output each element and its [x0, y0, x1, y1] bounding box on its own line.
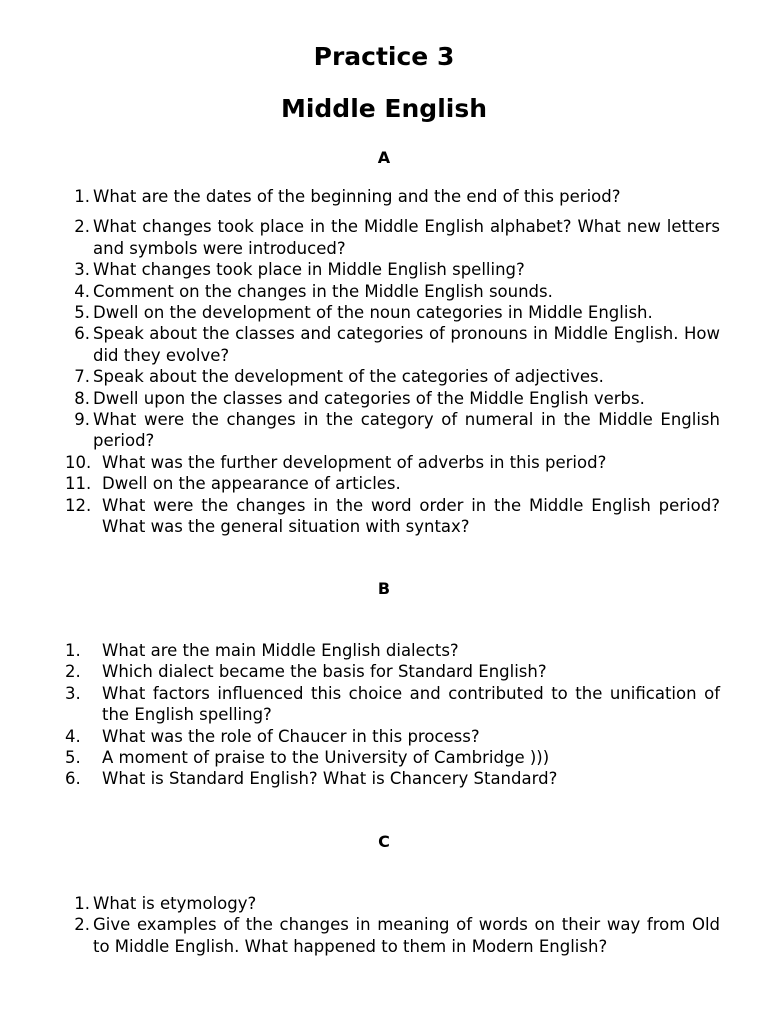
item-text: Speak about the classes and categories of pronouns in Middle English. How did they evolve?	[93, 324, 720, 365]
item-text: Comment on the changes in the Middle English sounds.	[93, 281, 553, 301]
item-text: What changes took place in the Middle English alphabet? What new letters and symbols were introduced?	[93, 217, 720, 258]
question-list-c	[64, 893, 720, 957]
item-number: 2.	[65, 662, 81, 682]
list-item	[64, 281, 720, 302]
item-number: 12.	[65, 495, 92, 515]
item-text: What were the changes in the category of numeral in the Middle English period?	[93, 410, 720, 451]
page-subtitle: Middle English	[280, 94, 488, 123]
item-text: What changes took place in Middle English spelling?	[93, 260, 525, 280]
item-text: What are the main Middle English dialects?	[102, 641, 459, 660]
item-text: Which dialect became the basis for Standard English?	[102, 662, 547, 682]
item-text: Dwell on the development of the noun categories in Middle English.	[93, 303, 653, 323]
item-number: 4.	[74, 281, 90, 301]
question-list-b	[64, 640, 720, 790]
item-number: 3.	[65, 683, 81, 703]
list-item	[64, 186, 720, 207]
item-text: What factors influenced this choice and contributed to the unification of the English spelling?	[102, 683, 720, 725]
item-number: 2.	[74, 915, 90, 935]
item-text: A moment of praise to the University of Cambridge )))	[102, 748, 550, 768]
item-number: 9.	[74, 410, 90, 430]
list-item	[64, 473, 720, 494]
list-item	[64, 216, 720, 259]
item-number: 4.	[65, 726, 81, 746]
list-item	[64, 323, 720, 366]
item-number: 6.	[65, 769, 81, 789]
list-item	[64, 495, 720, 538]
item-text: Dwell upon the classes and categories of the Middle English verbs.	[93, 388, 645, 408]
list-item	[64, 747, 720, 768]
item-number: 5.	[65, 748, 81, 768]
item-number: 3.	[74, 260, 90, 280]
list-item	[64, 914, 720, 957]
list-item	[64, 768, 720, 789]
item-number: 8.	[74, 388, 90, 408]
list-item	[64, 366, 720, 387]
item-number: 2.	[74, 217, 90, 237]
section-heading-b: B	[377, 579, 391, 598]
item-text: Give examples of the changes in meaning of words on their way from Old to Middle English. What happened to them in Modern English?	[93, 915, 720, 956]
page-title: Practice 3	[313, 42, 455, 71]
item-text: What was the further development of adverbs in this period?	[102, 452, 607, 472]
item-number: 7.	[74, 367, 90, 387]
item-number: 5.	[74, 303, 90, 323]
list-item	[64, 302, 720, 323]
item-number: 1.	[74, 187, 90, 206]
list-item	[64, 683, 720, 726]
item-text: Dwell on the appearance of articles.	[102, 474, 401, 494]
section-heading-a: A	[377, 148, 391, 167]
list-item	[64, 640, 720, 661]
item-text: What were the changes in the word order in the Middle English period? What was the general situation with syntax?	[102, 495, 720, 537]
list-item	[64, 388, 720, 409]
list-item	[64, 259, 720, 280]
item-number: 10.	[65, 452, 92, 472]
list-item	[64, 661, 720, 682]
item-text: What is etymology?	[93, 894, 257, 913]
item-text: What is Standard English? What is Chancery Standard?	[102, 769, 558, 789]
item-text: What was the role of Chaucer in this process?	[102, 726, 480, 746]
list-item	[64, 452, 720, 473]
item-text: What are the dates of the beginning and the end of this period?	[93, 187, 621, 206]
list-item	[64, 409, 720, 452]
list-item	[64, 893, 720, 914]
question-list-a	[64, 186, 720, 538]
item-number: 1.	[74, 894, 90, 913]
item-text: Speak about the development of the categories of adjectives.	[93, 367, 604, 387]
list-item	[64, 726, 720, 747]
section-heading-c: C	[378, 832, 390, 851]
item-number: 6.	[74, 324, 90, 344]
item-number: 11.	[65, 474, 92, 494]
item-number: 1.	[65, 641, 81, 660]
